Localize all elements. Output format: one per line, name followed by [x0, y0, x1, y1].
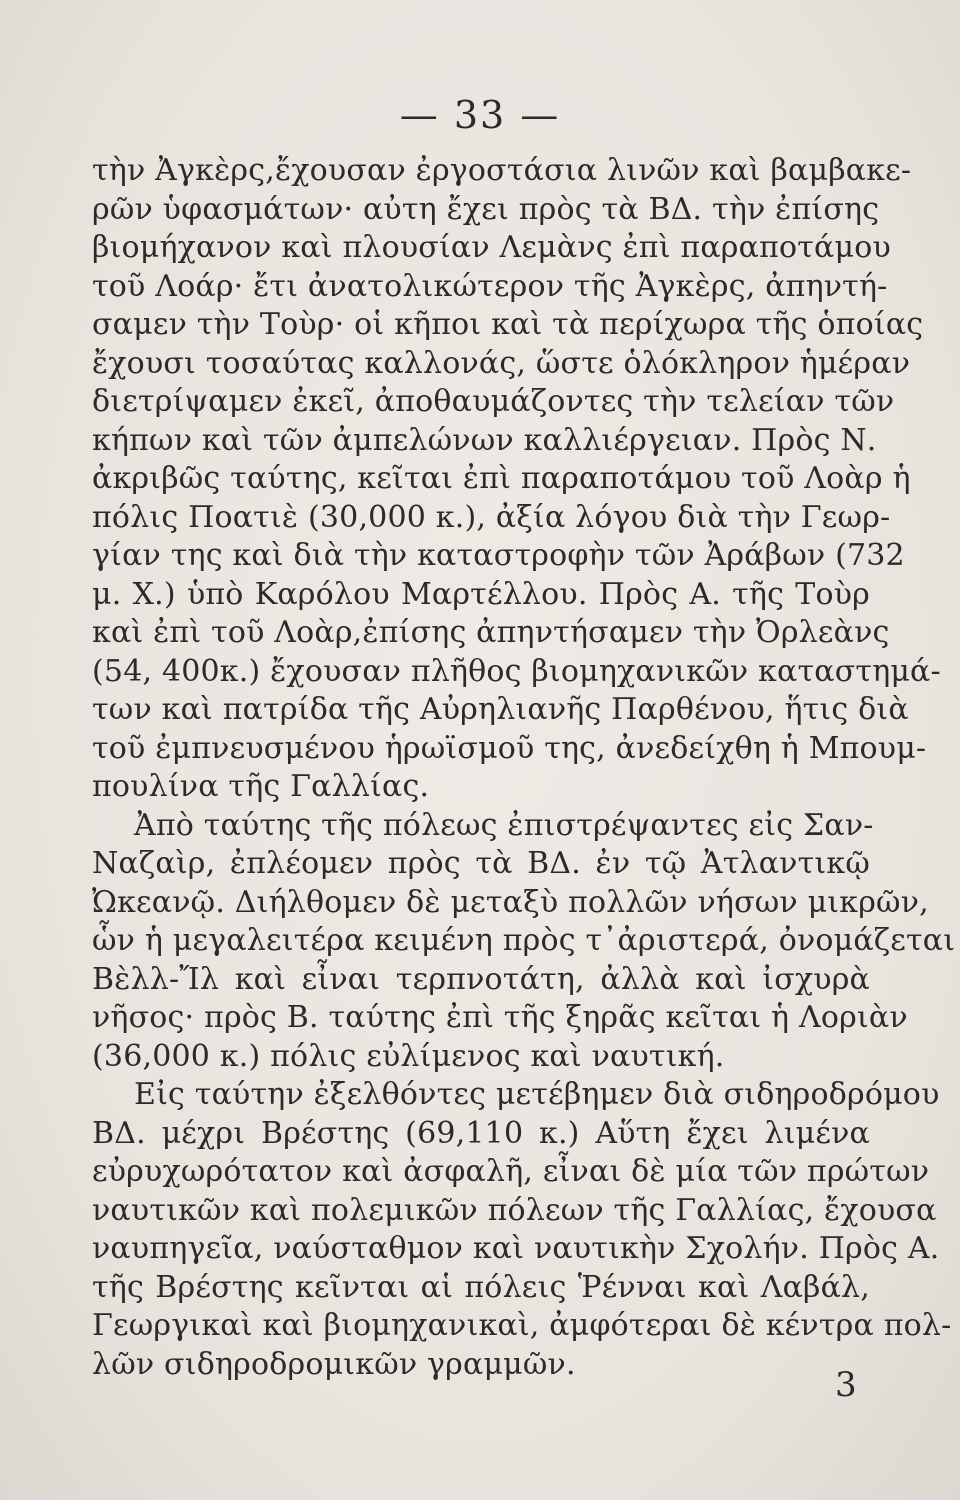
text-line: των καὶ πατρίδα τῆς Αὐρηλιανῆς Παρθένου, ἥτις διὰ — [92, 692, 909, 727]
text-line: εὐρυχωρότατον καὶ ἀσφαλῆ, εἶναι δὲ μία τῶν πρώτων — [92, 1154, 930, 1189]
text-line: Ναζαὶρ, ἐπλέομεν πρὸς τὰ ΒΔ. ἐν τῷ Ἀτλαντικῷ — [92, 846, 870, 881]
text-line: (36,000 κ.) πόλις εὐλίμενος καὶ ναυτική. — [92, 1038, 725, 1074]
text-line: ἔχουσι τοσαύτας καλλονάς, ὥστε ὁλόκληρον ἡμέραν — [92, 345, 911, 381]
text-line: μ. Χ.) ὑπὸ Καρόλου Μαρτέλλου. Πρὸς Α. τῆς Τοὺρ — [92, 576, 870, 612]
text-line: Βὲλλ-Ἴλ καὶ εἶναι τερπνοτάτη, ἀλλὰ καὶ ἰσχυρὰ — [92, 961, 870, 997]
text-line: γίαν της καὶ διὰ τὴν καταστροφὴν τῶν Ἀράβων (732 — [92, 538, 905, 573]
text-line: Γεωργικαὶ καὶ βιομηχανικαὶ, ἀμφότεραι δὲ κέντρα πολ- — [92, 1308, 952, 1343]
text-line: ναυτικῶν καὶ πολεμικῶν πόλεων τῆς Γαλλίας, ἔχουσα — [92, 1192, 937, 1228]
body-text — [92, 152, 956, 1384]
text-line: Ὠκεανῷ. Διήλθομεν δὲ μεταξὺ πολλῶν νήσων μικρῶν, — [92, 884, 929, 920]
page-number-header: — 33 — — [399, 93, 561, 137]
text-line: νῆσος· πρὸς Β. ταύτης ἐπὶ τῆς ξηρᾶς κεῖται ἡ Λοριὰν — [92, 1000, 908, 1035]
text-line: πουλίνα τῆς Γαλλίας. — [92, 769, 430, 804]
text-line: κήπων καὶ τῶν ἀμπελώνων καλλιέργειαν. Πρὸς Ν. — [92, 422, 877, 458]
text-line: τῆς Βρέστης κεῖνται αἱ πόλεις Ῥένναι καὶ Λαβάλ, — [92, 1269, 870, 1305]
text-line: βιομήχανον καὶ πλουσίαν Λεμὰνς ἐπὶ παραποτάμου — [92, 230, 891, 265]
text-line: λῶν σιδηροδρομικῶν γραμμῶν. — [92, 1346, 576, 1382]
text-line: ἀκριβῶς ταύτης, κεῖται ἐπὶ παραποτάμου τοῦ Λοὰρ ἡ — [92, 461, 911, 496]
text-line: (54, 400κ.) ἔχουσαν πλῆθος βιομηχανικῶν καταστημά- — [92, 653, 941, 689]
text-line: ναυπηγεῖα, ναύσταθμον καὶ ναυτικὴν Σχολήν. Πρὸς Α. — [92, 1231, 940, 1266]
text-line: τὴν Ἀγκὲρς,ἔχουσαν ἐργοστάσια λινῶν καὶ βαμβακε- — [92, 153, 912, 188]
text-line: τοῦ ἐμπνευσμένου ἡρωϊσμοῦ της, ἀνεδείχθη ἡ Μπουμ- — [92, 730, 927, 766]
text-line: πόλις Ποατιὲ (30,000 κ.), ἀξία λόγου διὰ τὴν Γεωρ- — [92, 499, 891, 535]
text-line: Εἰς ταύτην ἐξελθόντες μετέβημεν διὰ σιδηροδρόμου — [134, 1077, 940, 1112]
text-line: καὶ ἐπὶ τοῦ Λοὰρ,ἐπίσης ἀπηντήσαμεν τὴν Ὀρλεὰνς — [92, 615, 890, 650]
signature-mark: 3 — [835, 1365, 857, 1405]
text-line: τοῦ Λοάρ· ἔτι ἀνατολικώτερον τῆς Ἀγκὲρς, ἀπηντή- — [92, 268, 888, 304]
text-line: σαμεν τὴν Τοὺρ· οἱ κῆποι καὶ τὰ περίχωρα τῆς ὁποίας — [92, 307, 924, 342]
text-line: ΒΔ. μέχρι Βρέστης (69,110 κ.) Αὕτη ἔχει λιμένα — [92, 1115, 870, 1151]
text-line: ὧν ἡ μεγαλειτέρα κειμένη πρὸς τ᾽ἀριστερά, ὀνομάζεται — [92, 923, 956, 958]
text-line: ρῶν ὑφασμάτων· αὐτη ἔχει πρὸς τὰ ΒΔ. τὴν ἐπίσης — [92, 191, 880, 227]
text-line: διετρίψαμεν ἐκεῖ, ἀποθαυμάζοντες τὴν τελείαν τῶν — [92, 384, 895, 419]
text-line: Ἀπὸ ταύτης τῆς πόλεως ἐπιστρέψαντες εἰς Σαν- — [134, 807, 874, 843]
